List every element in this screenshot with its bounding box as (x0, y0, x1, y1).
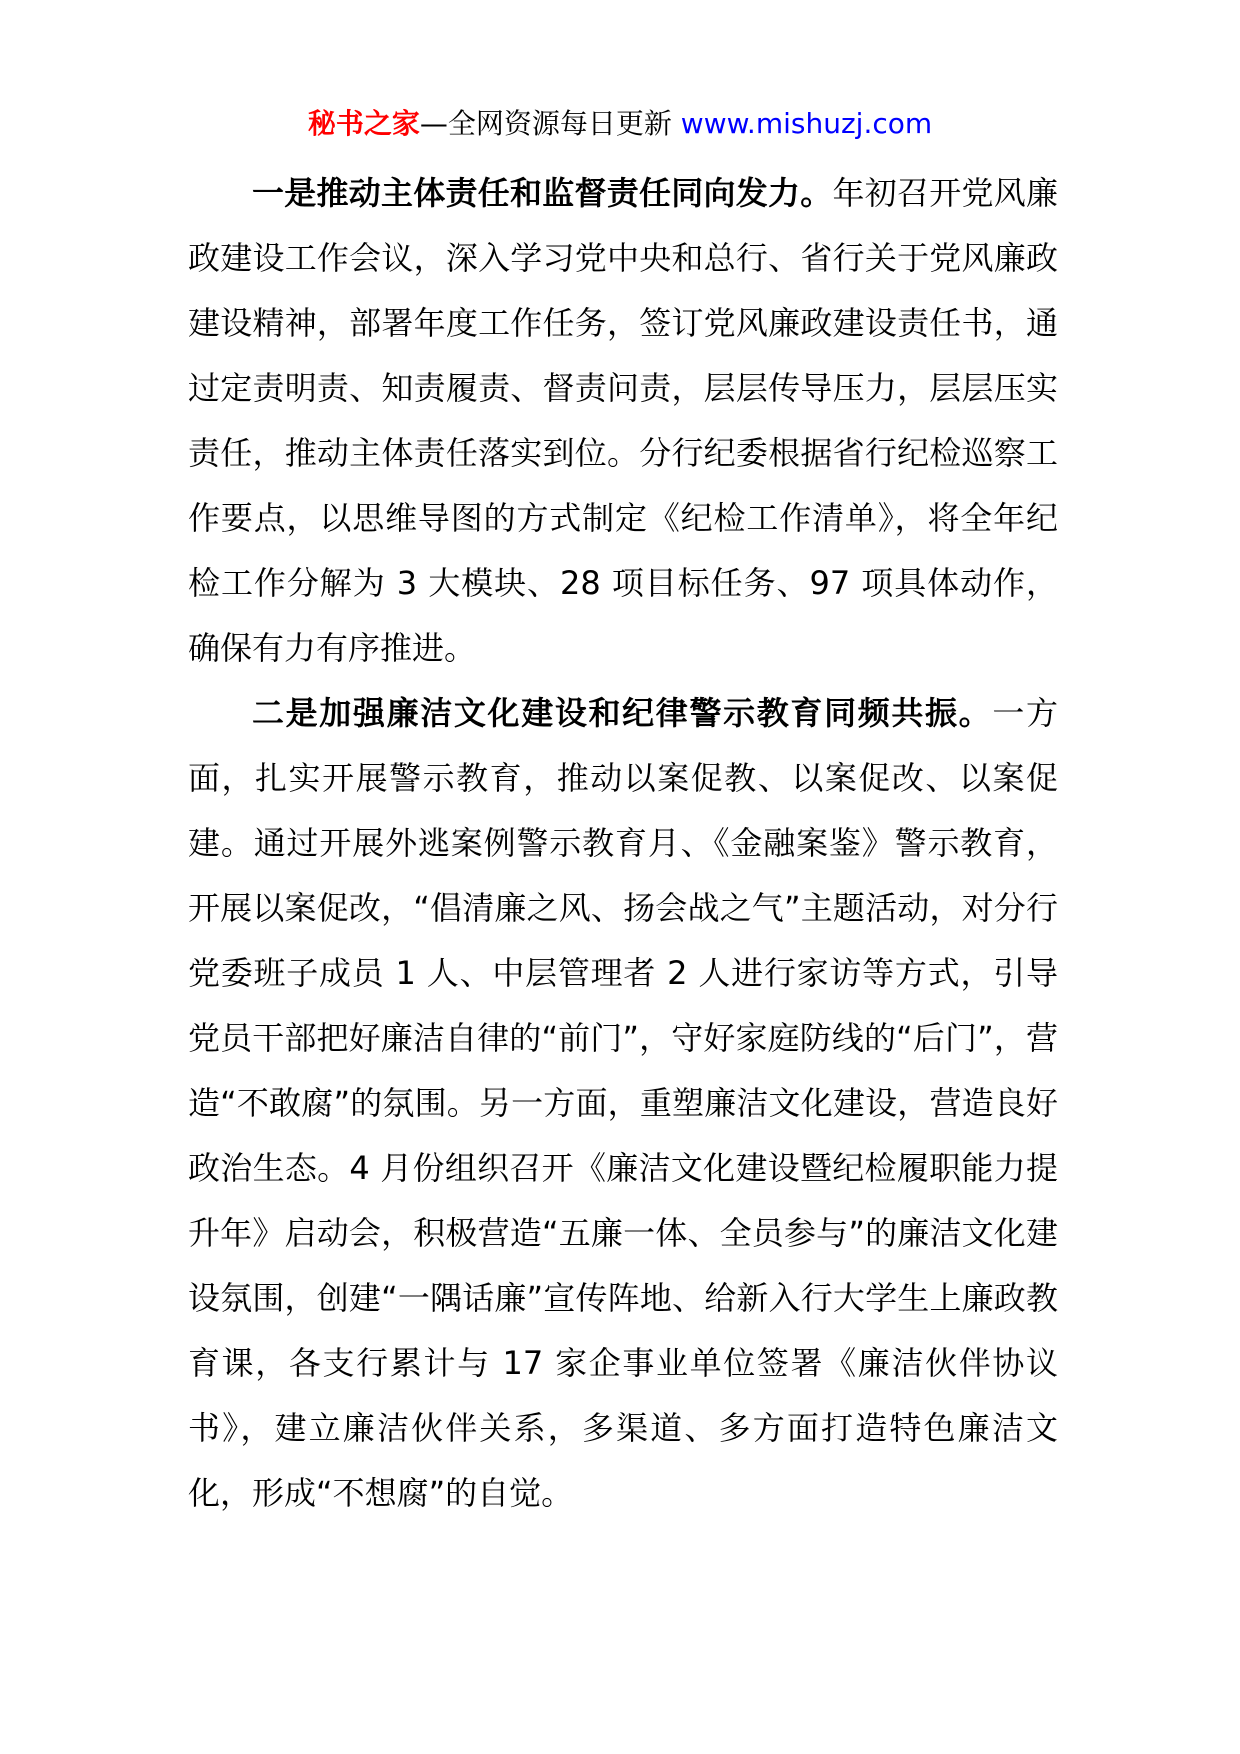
paragraph-2 (188, 681, 1058, 1526)
website-link[interactable]: www.mishuzj.com (680, 107, 933, 140)
paragraph-2-text: 一方面，扎实开展警示教育，推动以案促教、以案促改、以案促建。通过开展外逃案例警示教育月、《金融案鉴》警示教育，开展以案促改，“倡清廉之风、扬会战之气”主题活动，对分行党委班子成员 1 人、中层管理者 2 人进行家访等方式，引导党员干部把好廉洁自律的“前门”，守好家庭防线的“后门”，营造“不敢腐”的氛围。另一方面，重塑廉洁文化建设，营造良好政治生态。4 月份组织召开《廉洁文化建设暨纪检履职能力提升年》启动会，积极营造“五廉一体、全员参与”的廉洁文化建设氛围，创建“一隅话廉”宣传阵地、给新入行大学生上廉政教育课，各支行累计与 17 家企事业单位签署《廉洁伙伴协议书》，建立廉洁伙伴关系，多渠道、多方面打造特色廉洁文化，形成“不想腐”的自觉。 (188, 694, 1058, 1512)
paragraph-1-text: 年初召开党风廉政建设工作会议，深入学习党中央和总行、省行关于党风廉政建设精神，部署年度工作任务，签订党风廉政建设责任书，通过定责明责、知责履责、督责问责，层层传导压力，层层压实责任，推动主体责任落实到位。分行纪委根据省行纪检巡察工作要点，以思维导图的方式制定《纪检工作清单》，将全年纪检工作分解为 3 大模块、28 项目标任务、97 项具体动作，确保有力有序推进。 (188, 174, 1058, 667)
brand-name: 秘书之家 (307, 107, 420, 140)
header-tagline: —全网资源每日更新 (419, 107, 672, 140)
paragraph-1-lead: 一是推动主体责任和监督责任同向发力。 (252, 174, 833, 212)
paragraph-2-lead: 二是加强廉洁文化建设和纪律警示教育同频共振。 (252, 694, 993, 732)
paragraph-1 (188, 161, 1058, 681)
document-body (188, 161, 1058, 1526)
page-header (0, 102, 1240, 146)
